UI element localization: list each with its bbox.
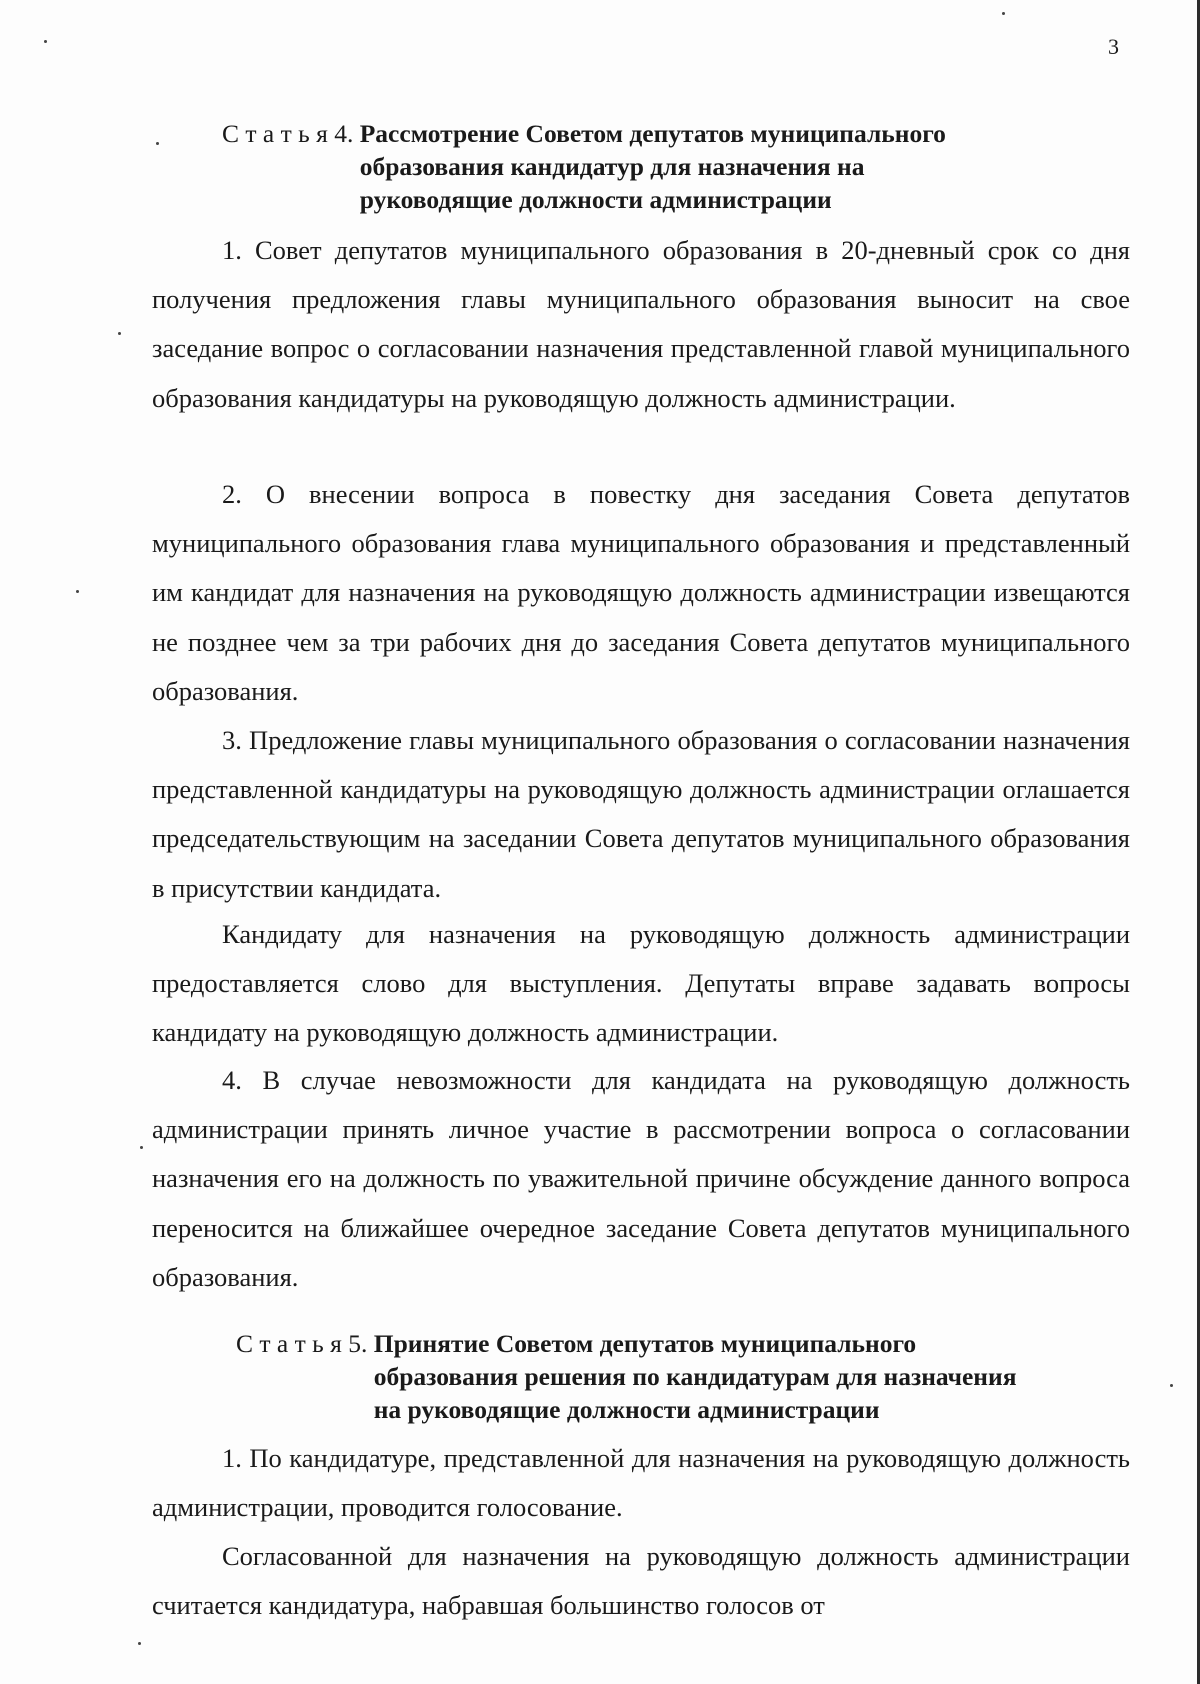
scan-speck (118, 332, 121, 335)
article-4-title-line: Рассмотрение Советом депутатов муниципального (359, 119, 946, 148)
scan-speck (44, 40, 47, 43)
article-5-paragraph-1: 1. По кандидатуре, представленной для назначения на руководящую должность администрации, проводится голосование. (152, 1443, 1130, 1523)
article-4-paragraph-4: 4. В случае невозможности для кандидата на руководящую должность администрации принять личное участие в рассмотрении вопроса о согласовании назначения его на должность по уважительной причине обсуждение данного вопроса переносится на ближайшее очередное заседание Совета депутатов муниципального образования. (152, 1065, 1130, 1292)
page-number: 3 (1108, 34, 1119, 59)
article-5-title-line: Принятие Советом депутатов муниципального (373, 1329, 917, 1358)
article-5-label: С т а т ь я 5. (236, 1329, 374, 1358)
scan-speck (1170, 1384, 1173, 1387)
scan-speck (76, 590, 79, 593)
article-4-paragraph-3: 3. Предложение главы муниципального образования о согласовании назначения представленной кандидатуры на руководящую должность администрации оглашается председательствующим на заседании Совета депутатов муниципального образования в присутствии кандидата. (152, 725, 1130, 903)
article-4-title (360, 117, 946, 216)
article-4-paragraph-3-cont: Кандидату для назначения на руководящую должность администрации предоставляется слово для выступления. Депутаты вправе задавать вопросы кандидату на руководящую должность администрации. (152, 919, 1130, 1048)
article-4-heading (222, 117, 946, 216)
article-4-label: С т а т ь я 4. (222, 119, 360, 148)
article-5-paragraph-2: Согласованной для назначения на руководящую должность администрации считается кандидатура, набравшая большинство голосов от (152, 1541, 1130, 1621)
scan-speck (138, 1642, 141, 1645)
article-5-title-line: образования решения по кандидатурам для назначения (373, 1362, 1017, 1391)
scan-speck (156, 142, 159, 145)
scan-speck (140, 1146, 143, 1149)
article-4-paragraph-1: 1. Совет депутатов муниципального образования в 20-дневный срок со дня получения предложения главы муниципального образования выносит на свое заседание вопрос о согласовании назначения представленной главой муниципального образования кандидатуры на руководящую должность администрации. (152, 235, 1130, 413)
article-4-paragraph-2: 2. О внесении вопроса в повестку дня заседания Совета депутатов муниципального образования глава муниципального образования и представленный им кандидат для назначения на руководящую должность администрации извещаются не позднее чем за три рабочих дня до заседания Совета депутатов муниципального образования. (152, 479, 1130, 706)
article-4-title-line: образования кандидатур для назначения на (359, 152, 865, 181)
article-5-heading (236, 1327, 1017, 1426)
article-4-title-line: руководящие должности администрации (359, 185, 832, 214)
article-5-title-line: на руководящие должности администрации (373, 1395, 880, 1424)
article-5-title (374, 1327, 1017, 1426)
scan-speck (1002, 12, 1005, 15)
